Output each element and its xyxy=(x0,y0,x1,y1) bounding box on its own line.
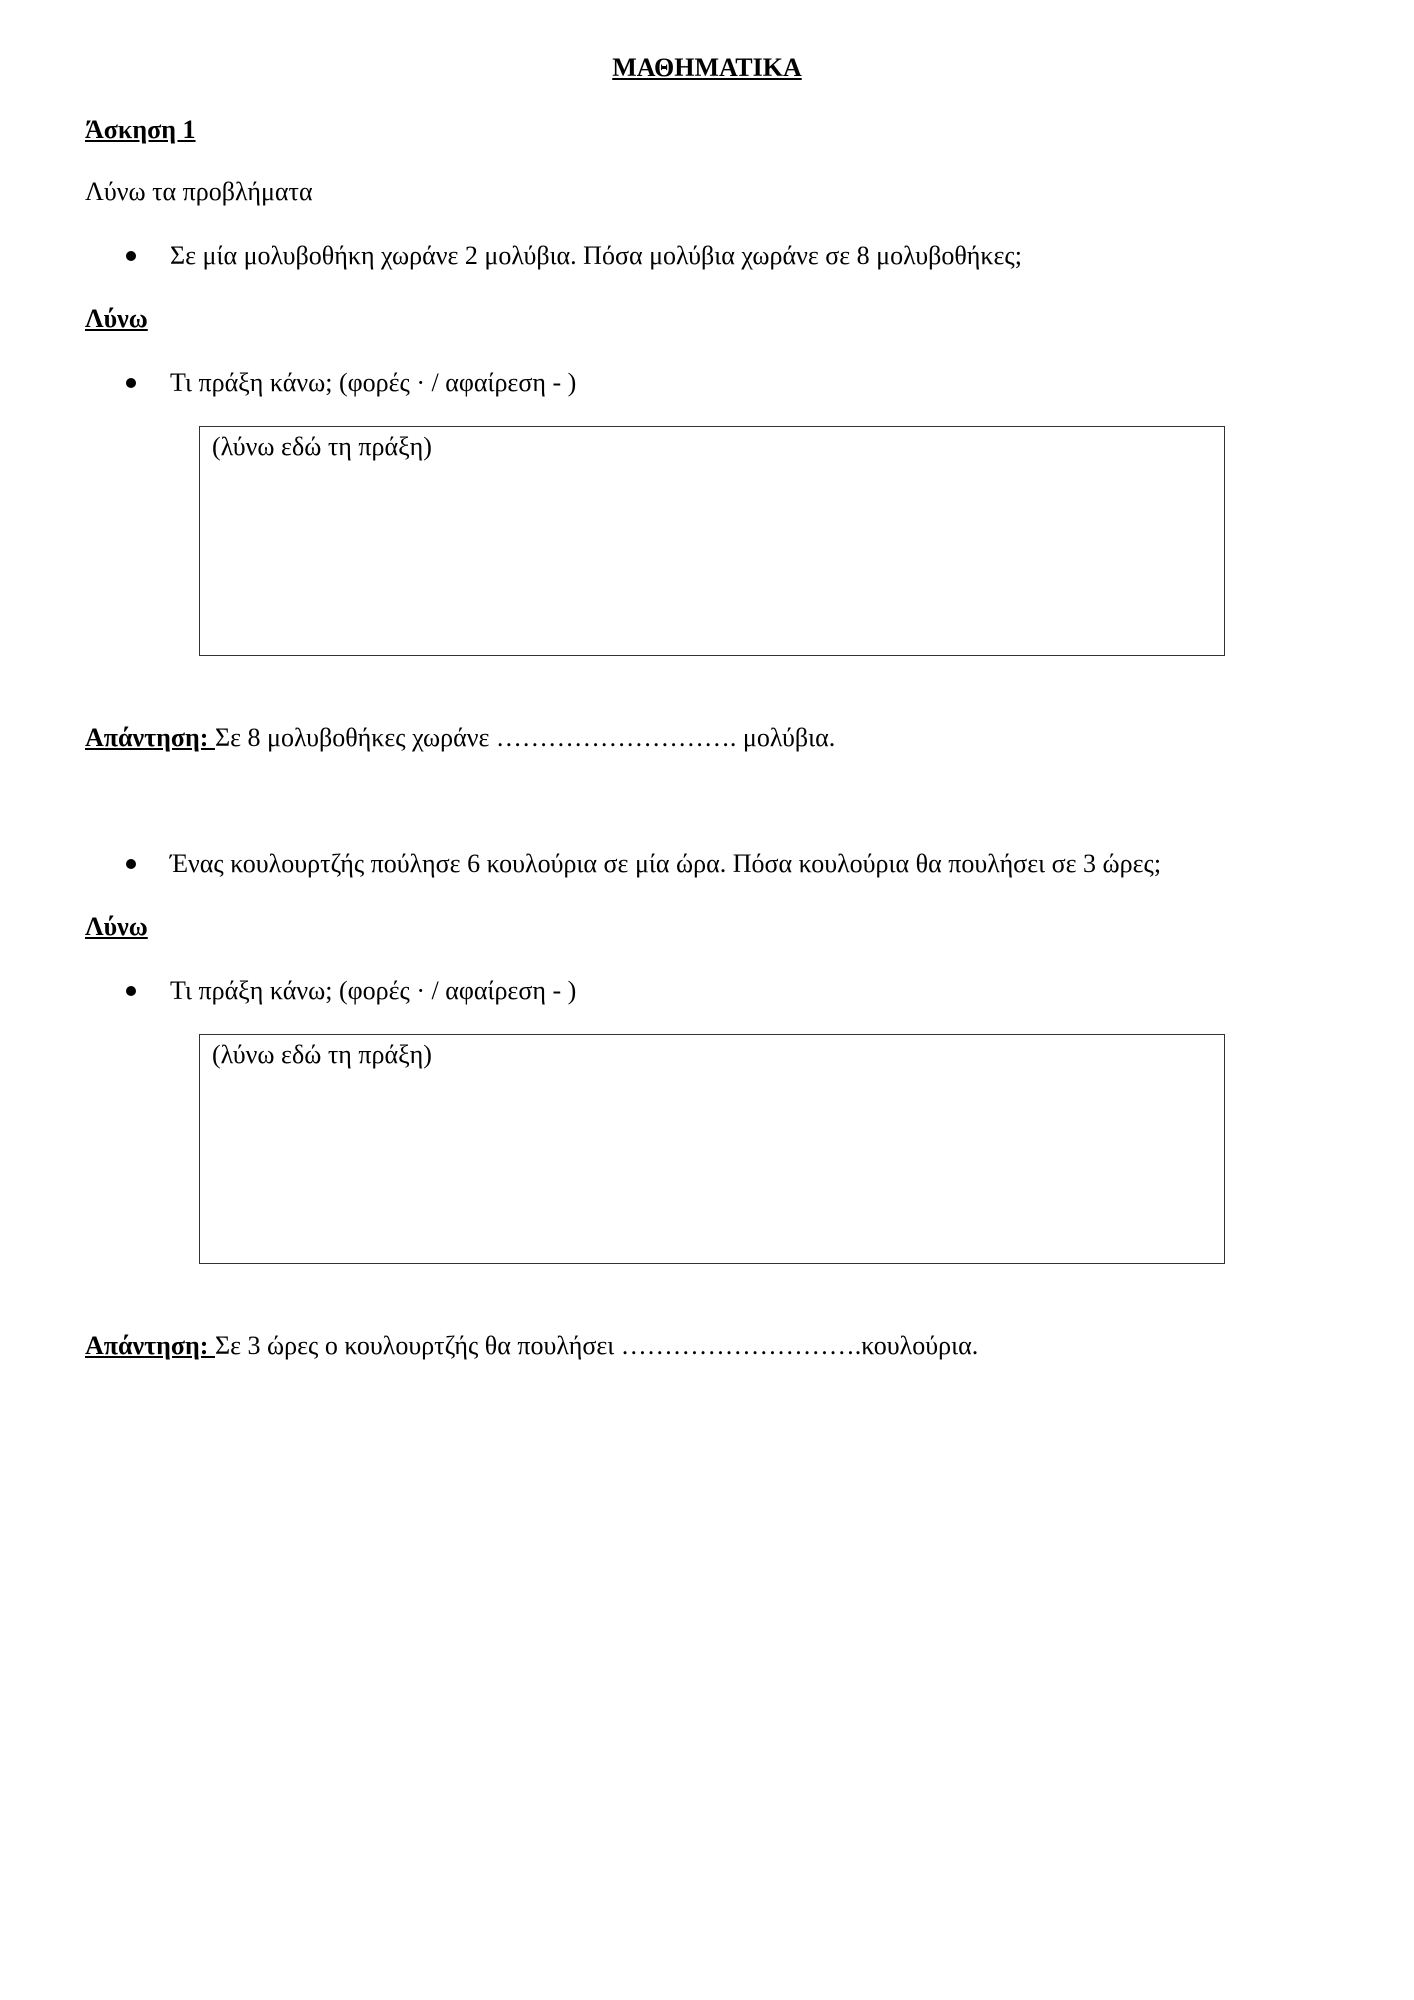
exercise-heading: Άσκηση 1 xyxy=(85,115,196,144)
bullet-icon xyxy=(126,848,170,880)
problem-2-answer-text[interactable]: Σε 3 ώρες ο κουλουρτζής θα πουλήσει ……………………….κουλούρια. xyxy=(214,1331,979,1360)
problem-1-question-row xyxy=(126,240,1022,272)
problem-2-solve-label: Λύνω xyxy=(85,912,148,941)
problem-1-operation-prompt: Τι πράξη κάνω; (φορές · / αφαίρεση - ) xyxy=(170,368,577,397)
problem-1-question: Σε μία μολυβοθήκη χωράνε 2 μολύβια. Πόσα μολύβια χωράνε σε 8 μολυβοθήκες; xyxy=(170,241,1022,270)
problem-1-answer-text[interactable]: Σε 8 μολυβοθήκες χωράνε ………………………. μολύβια. xyxy=(214,723,836,752)
problem-2-question-row xyxy=(126,848,1161,880)
problem-2-question: Ένας κουλουρτζής πούλησε 6 κουλούρια σε μία ώρα. Πόσα κουλούρια θα πουλήσει σε 3 ώρες; xyxy=(170,849,1162,878)
work-box-placeholder: (λύνω εδώ τη πράξη) xyxy=(212,432,432,461)
work-box-placeholder: (λύνω εδώ τη πράξη) xyxy=(212,1040,432,1069)
answer-label: Απάντηση: xyxy=(85,723,209,752)
problem-1-solve-label: Λύνω xyxy=(85,304,148,333)
problem-2-operation-row xyxy=(126,975,576,1007)
page-title: ΜΑΘΗΜΑΤΙΚΑ xyxy=(612,53,802,82)
problem-1-operation-row xyxy=(126,367,576,399)
problem-2-operation-prompt: Τι πράξη κάνω; (φορές · / αφαίρεση - ) xyxy=(170,976,577,1005)
problem-2-work-box[interactable] xyxy=(199,1034,1225,1264)
answer-label: Απάντηση: xyxy=(85,1331,209,1360)
exercise-intro: Λύνω τα προβλήματα xyxy=(85,177,313,206)
problem-2-answer xyxy=(85,1330,978,1362)
bullet-icon xyxy=(126,367,170,399)
problem-1-work-box[interactable] xyxy=(199,426,1225,656)
bullet-icon xyxy=(126,240,170,272)
bullet-icon xyxy=(126,975,170,1007)
problem-1-answer xyxy=(85,722,835,754)
